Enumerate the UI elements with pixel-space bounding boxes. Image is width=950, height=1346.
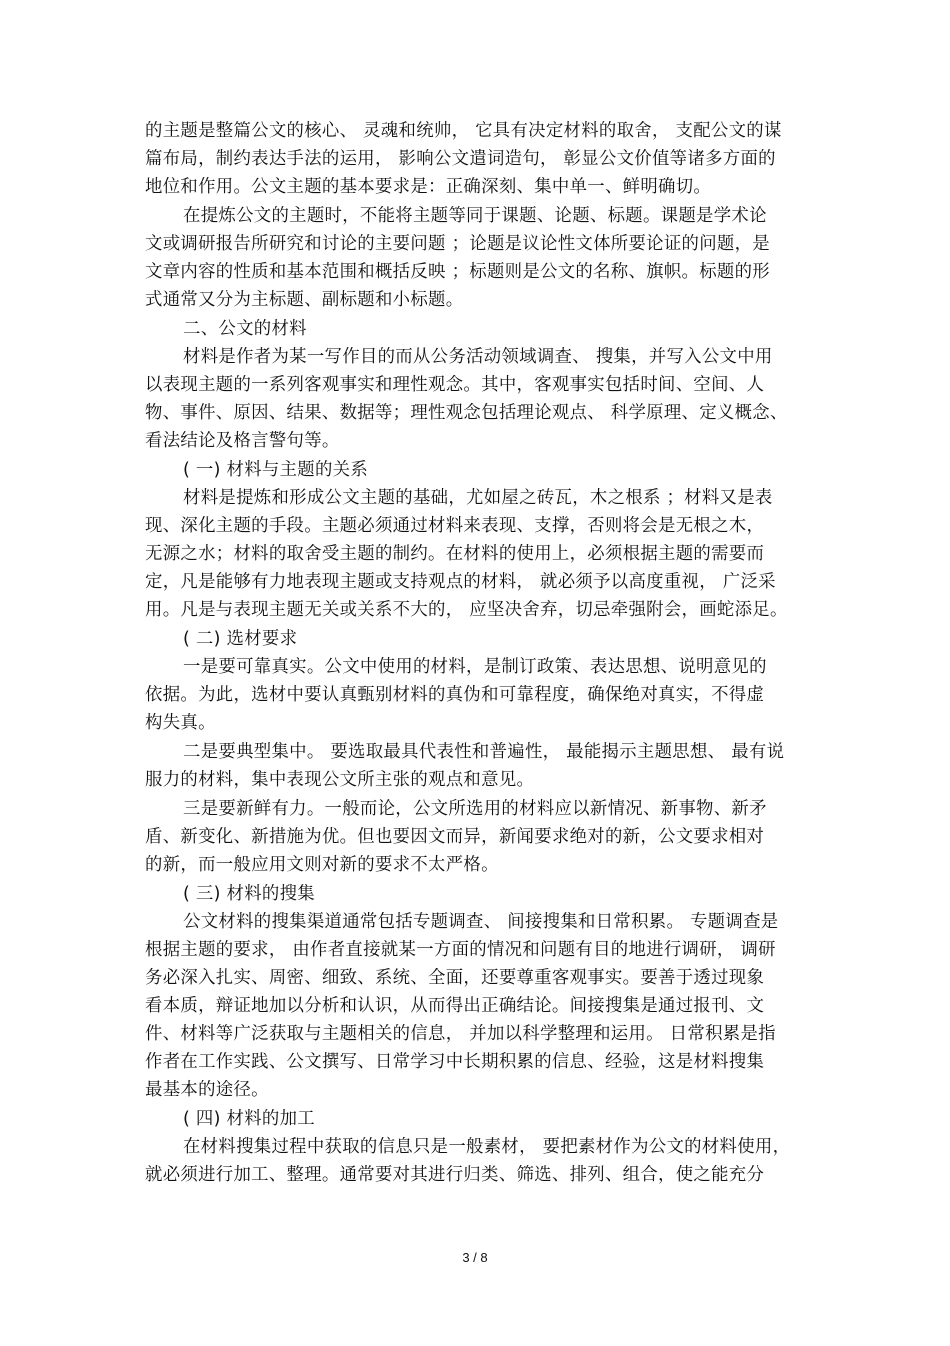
body-text-line: 材料是作者为某一写作目的而从公务活动领域调查、 搜集，并写入公文中用 [183,347,773,367]
body-text-line: 看法结论及格言警句等。 [145,431,340,451]
subsection-heading: ( 三) 材料的搜集 [183,884,315,904]
body-text-line: 材料是提炼和形成公文主题的基础，尤如屋之砖瓦，木之根系 ；材料又是表 [183,488,773,508]
body-text-line: 物、事件、原因、结果、数据等；理性观念包括理论观点、 科学原理、定义概念、 [145,403,788,423]
body-text-line: 无源之水；材料的取舍受主题的制约。在材料的使用上，必须根据主题的需要而 [145,544,765,564]
body-text-line: 文章内容的性质和基本范围和概括反映 ；标题则是公文的名称、旗帜。标题的形 [145,262,771,282]
body-text-line: 式通常又分为主标题、副标题和小标题。 [145,290,464,310]
body-text-line: 篇布局，制约表达手法的运用， 影响公文遣词造句， 彰显公文价值等诸多方面的 [145,149,776,169]
body-text-line: 一是要可靠真实。公文中使用的材料，是制订政策、表达思想、说明意见的 [183,657,767,677]
body-text-line: 的新，而一般应用文则对新的要求不太严格。 [145,855,499,875]
body-text-line: 依据。为此，选材中要认真甄别材料的真伪和可靠程度，确保绝对真实，不得虚 [145,685,765,705]
body-text-line: 盾、新变化、新措施为优。但也要因文而异，新闻要求绝对的新，公文要求相对 [145,827,765,847]
body-text-line: 地位和作用。公文主题的基本要求是：正确深刻、集中单一、鲜明确切。 [145,177,712,197]
body-text-line: 文或调研报告所研究和讨论的主要问题 ；论题是议论性文体所要论证的问题，是 [145,234,771,254]
body-text-line: 服力的材料，集中表现公文所主张的观点和意见。 [145,770,535,790]
body-text-line: 以表现主题的一系列客观事实和理性观念。其中，客观事实包括时间、空间、人 [145,375,765,395]
body-text-line: 作者在工作实践、公文撰写、日常学习中长期积累的信息、经验，这是材料搜集 [145,1052,765,1072]
body-text-line: 的主题是整篇公文的核心、 灵魂和统帅， 它具有决定材料的取舍， 支配公文的谋 [145,121,782,141]
body-text-line: 就必须进行加工、整理。通常要对其进行归类、筛选、排列、组合，使之能充分 [145,1165,765,1185]
body-text-line: 看本质，辩证地加以分析和认识，从而得出正确结论。间接搜集是通过报刊、文 [145,996,765,1016]
body-text-line: 二是要典型集中。 要选取最具代表性和普遍性， 最能揭示主题思想、 最有说 [183,742,785,762]
body-text-line: 现、深化主题的手段。主题必须通过材料来表现、支撑，否则将会是无根之木， [145,516,765,536]
section-heading: 二、公文的材料 [183,319,307,339]
body-text-line: 在提炼公文的主题时，不能将主题等同于课题、论题、标题。课题是学术论 [183,206,767,226]
body-text-line: 定，凡是能够有力地表现主题或支持观点的材料， 就必须予以高度重视， 广泛采 [145,572,776,592]
body-text-line: 构失真。 [145,713,216,733]
subsection-heading: ( 二) 选材要求 [183,629,298,649]
page-number: 3 / 8 [462,1250,488,1265]
subsection-heading: ( 一) 材料与主题的关系 [183,460,369,480]
body-text-line: 在材料搜集过程中获取的信息只是一般素材， 要把素材作为公文的材料使用， [183,1137,791,1157]
body-text-line: 最基本的途径。 [145,1080,269,1100]
body-text-line: 务必深入扎实、周密、细致、系统、全面，还要尊重客观事实。要善于透过现象 [145,968,765,988]
body-text-line: 三是要新鲜有力。一般而论，公文所选用的材料应以新情况、新事物、新矛 [183,799,767,819]
body-text-line: 用。凡是与表现主题无关或关系不大的， 应坚决舍弃，切忌牵强附会，画蛇添足。 [145,600,788,620]
body-text-line: 根据主题的要求， 由作者直接就某一方面的情况和问题有目的地进行调研， 调研 [145,940,776,960]
body-text-line: 件、材料等广泛获取与主题相关的信息， 并加以科学整理和运用。 日常积累是指 [145,1024,776,1044]
body-text-line: 公文材料的搜集渠道通常包括专题调查、 间接搜集和日常积累。 专题调查是 [183,912,779,932]
subsection-heading: ( 四) 材料的加工 [183,1109,315,1129]
